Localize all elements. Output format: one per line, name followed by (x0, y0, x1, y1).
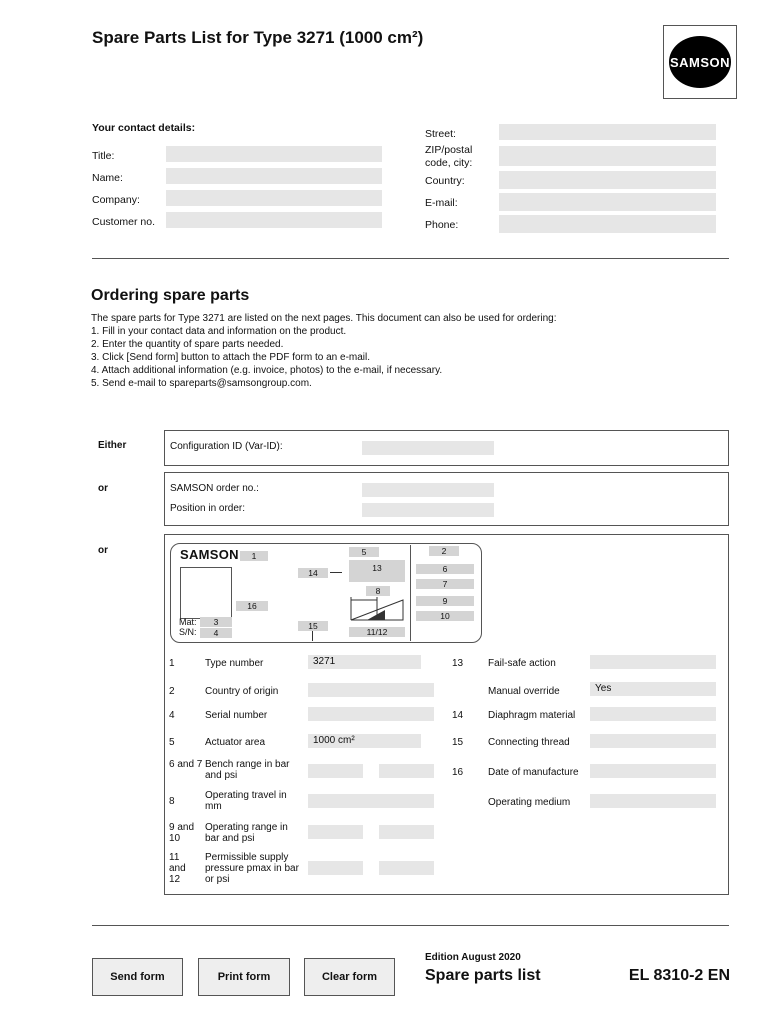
row-label: Permissible supply pressure pmax in bar or psi (205, 852, 299, 885)
edition-label: Edition August 2020 (425, 952, 521, 963)
row-num: 4 (169, 710, 175, 721)
row-label: Date of manufacture (488, 767, 579, 778)
tag-10: 10 (416, 611, 474, 621)
fail-safe-action-field[interactable] (590, 655, 716, 669)
operating-travel-field[interactable] (308, 794, 434, 808)
phone-field[interactable] (499, 215, 716, 233)
tag-3: 3 (200, 617, 232, 627)
customer-no-field[interactable] (166, 212, 382, 228)
date-of-manufacture-field[interactable] (590, 764, 716, 778)
country-label: Country: (425, 175, 465, 187)
row-num: 9 and 10 (169, 822, 195, 844)
send-form-button[interactable]: Send form (92, 958, 183, 996)
row-label: Serial number (205, 710, 268, 721)
country-of-origin-field[interactable] (308, 683, 434, 697)
travel-graph-icon (349, 596, 405, 622)
connecting-thread-field[interactable] (590, 734, 716, 748)
tag-15-leader (312, 631, 313, 641)
row-label: Operating range in bar and psi (205, 822, 288, 844)
mat-label: Mat: (179, 617, 197, 627)
tag-9: 9 (416, 596, 474, 606)
clear-form-button[interactable]: Clear form (304, 958, 395, 996)
samson-logo-mark: SAMSON (669, 36, 731, 88)
supply-pressure-psi-field[interactable] (379, 861, 434, 875)
phone-label: Phone: (425, 219, 459, 231)
ordering-heading: Ordering spare parts (91, 287, 250, 304)
tag-2: 2 (429, 546, 459, 556)
tag-5: 5 (349, 547, 379, 557)
document-number: EL 8310-2 EN (628, 967, 730, 984)
tag-13: 13 (349, 560, 405, 582)
company-field[interactable] (166, 190, 382, 206)
row-label: Actuator area (205, 737, 266, 748)
tag-1: 1 (240, 551, 268, 561)
title-field[interactable] (166, 146, 382, 162)
row-label: Diaphragm material (488, 710, 576, 721)
country-field[interactable] (499, 171, 716, 189)
email-label: E-mail: (425, 197, 458, 209)
tag-11-12: 11/12 (349, 627, 405, 637)
name-field[interactable] (166, 168, 382, 184)
bench-range-bar-field[interactable] (308, 764, 363, 778)
print-form-button[interactable]: Print form (198, 958, 290, 996)
street-label: Street: (425, 128, 456, 140)
ordering-step: 4. Attach additional information (e.g. invoice, photos) to the e-mail, if necessary. (91, 365, 443, 376)
row-num: 14 (452, 710, 464, 721)
position-label: Position in order: (170, 503, 246, 514)
order-no-field[interactable] (362, 483, 494, 497)
serial-number-field[interactable] (308, 707, 434, 721)
row-label: Manual override (488, 686, 560, 697)
tag-4: 4 (200, 628, 232, 638)
row-num: 15 (452, 737, 464, 748)
type-number-field[interactable]: 3271 (308, 655, 421, 669)
row-label: Operating travel in mm (205, 790, 287, 812)
contact-heading: Your contact details: (92, 122, 196, 134)
operating-range-psi-field[interactable] (379, 825, 434, 839)
nameplate-qr-area (180, 567, 232, 619)
nameplate-divider (410, 545, 411, 641)
row-label: Connecting thread (488, 737, 570, 748)
zip-city-field[interactable] (499, 146, 716, 166)
ordering-step: 5. Send e-mail to spareparts@samsongroup.com. (91, 378, 312, 389)
operating-range-bar-field[interactable] (308, 825, 363, 839)
ordering-intro: The spare parts for Type 3271 are listed on the next pages. This document can also be used for ordering: (91, 313, 557, 324)
nameplate-logo: SAMSON (180, 547, 239, 562)
actuator-area-field[interactable]: 1000 cm² (308, 734, 421, 748)
row-label: Bench range in bar and psi (205, 759, 290, 781)
row-num: 6 and 7 (169, 759, 203, 770)
config-id-field[interactable] (362, 441, 494, 455)
position-field[interactable] (362, 503, 494, 517)
order-no-label: SAMSON order no.: (170, 483, 259, 494)
tag-15: 15 (298, 621, 328, 631)
either-label: Either (98, 440, 127, 451)
email-field[interactable] (499, 193, 716, 211)
row-num: 2 (169, 686, 175, 697)
manual-override-field[interactable]: Yes (590, 682, 716, 696)
row-label: Operating medium (488, 797, 571, 808)
supply-pressure-bar-field[interactable] (308, 861, 363, 875)
row-label: Country of origin (205, 686, 279, 697)
street-field[interactable] (499, 124, 716, 140)
tag-8: 8 (366, 586, 390, 596)
footer-divider (92, 925, 729, 926)
row-num: 8 (169, 796, 175, 807)
section-divider (92, 258, 729, 259)
tag-16: 16 (236, 601, 268, 611)
ordering-step: 3. Click [Send form] button to attach the PDF form to an e-mail. (91, 352, 371, 363)
row-label: Type number (205, 658, 264, 669)
row-num: 1 (169, 658, 175, 669)
diaphragm-material-field[interactable] (590, 707, 716, 721)
company-label: Company: (92, 194, 140, 206)
row-num: 13 (452, 658, 464, 669)
order-no-box (164, 472, 729, 526)
sn-label: S/N: (179, 627, 197, 637)
row-label: Fail-safe action (488, 658, 556, 669)
operating-medium-field[interactable] (590, 794, 716, 808)
customer-no-label: Customer no. (92, 216, 156, 228)
title-label: Title: (92, 150, 115, 162)
page-title: Spare Parts List for Type 3271 (1000 cm²) (92, 28, 424, 47)
row-num: 16 (452, 767, 464, 778)
tag-14: 14 (298, 568, 328, 578)
name-label: Name: (92, 172, 123, 184)
ordering-step: 1. Fill in your contact data and information on the product. (91, 326, 347, 337)
ordering-instructions (91, 312, 711, 390)
zip-city-label: ZIP/postal code, city: (425, 144, 473, 169)
tag-14-leader (330, 572, 342, 573)
ordering-step: 2. Enter the quantity of spare parts needed. (91, 339, 284, 350)
or-label: or (98, 545, 108, 556)
samson-logo (663, 25, 737, 99)
tag-6: 6 (416, 564, 474, 574)
row-num: 5 (169, 737, 175, 748)
tag-7: 7 (416, 579, 474, 589)
config-id-label: Configuration ID (Var-ID): (170, 441, 283, 452)
bench-range-psi-field[interactable] (379, 764, 434, 778)
row-num: 11 and 12 (169, 852, 186, 885)
or-label: or (98, 483, 108, 494)
document-title: Spare parts list (425, 967, 541, 984)
